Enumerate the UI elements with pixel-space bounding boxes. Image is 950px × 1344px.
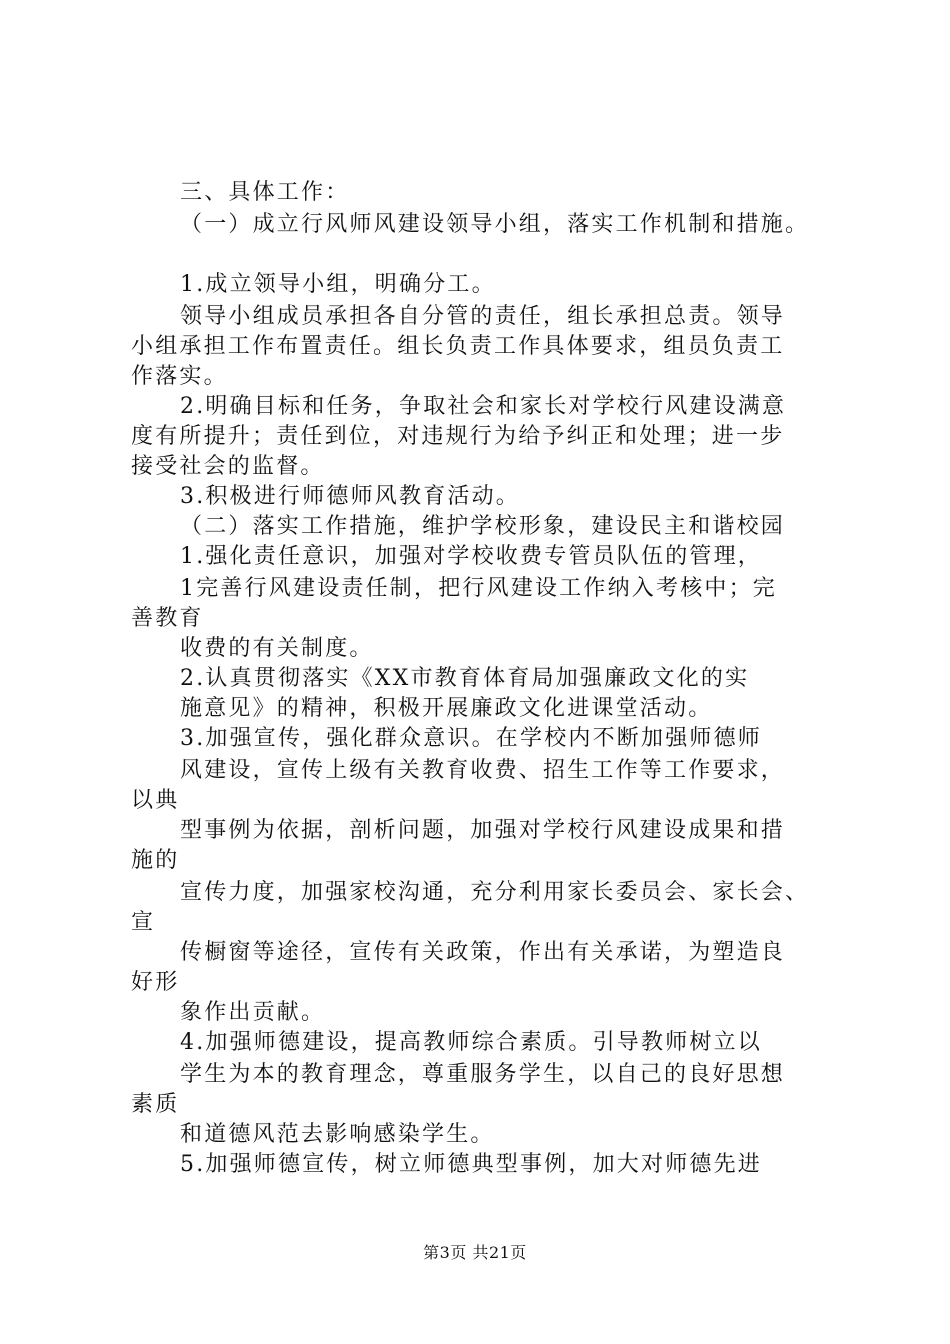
text-line: （二）落实工作措施，维护学校形象，建设民主和谐校园 [180, 514, 786, 539]
text-line: 1.成立领导小组，明确分工。 [180, 272, 496, 297]
text-line: 领导小组成员承担各自分管的责任，组长承担总责。领导 [180, 304, 786, 329]
text-line: 接受社会的监督。 [131, 454, 325, 479]
text-line: 4.加强师德建设，提高教师综合素质。引导教师树立以 [180, 1030, 762, 1055]
text-line: 风建设，宣传上级有关教育收费、招生工作等工作要求， [180, 758, 786, 783]
text-line: 学生为本的教育理念，尊重服务学生，以自己的良好思想 [180, 1062, 786, 1087]
text-line: 1完善行风建设责任制，把行风建设工作纳入考核中；完 [180, 576, 777, 601]
text-line: 度有所提升；责任到位，对违规行为给予纠正和处理；进一步 [131, 424, 785, 449]
text-line: 作落实。 [131, 364, 228, 389]
text-line: 5.加强师德宣传，树立师德典型事例，加大对师德先进 [180, 1152, 762, 1177]
text-line: 象作出贡献。 [180, 1000, 326, 1025]
text-line: 宣传力度，加强家校沟通，充分利用家长委员会、家长会、 [180, 880, 810, 905]
text-line: 善教育 [131, 606, 204, 631]
text-line: 2.认真贯彻落实《XX市教育体育局加强廉政文化的实 [180, 666, 750, 691]
text-line: 宣 [131, 910, 156, 935]
text-line: 好形 [131, 970, 180, 995]
text-line: 小组承担工作布置责任。组长负责工作具体要求，组员负责工 [131, 334, 785, 359]
text-line: 三、具体工作： [180, 180, 350, 205]
text-line: 施意见》的精神，积极开展廉政文化进课堂活动。 [180, 696, 713, 721]
text-line: 3.积极进行师德师风教育活动。 [180, 484, 520, 509]
text-line: 传橱窗等途径，宣传有关政策，作出有关承诺，为塑造良 [180, 940, 786, 965]
text-line: 和道德风范去影响感染学生。 [180, 1122, 495, 1147]
page-number-footer: 第3页 共21页 [423, 1243, 527, 1262]
text-line: 2.明确目标和任务，争取社会和家长对学校行风建设满意 [180, 394, 787, 419]
text-line: （一）成立行风师风建设领导小组，落实工作机制和措施。 [180, 212, 810, 237]
text-line: 型事例为依据，剖析问题，加强对学校行风建设成果和措 [180, 818, 786, 843]
text-line: 1.强化责任意识，加强对学校收费专管员队伍的管理， [180, 544, 762, 569]
text-line: 3.加强宣传，强化群众意识。在学校内不断加强师德师 [180, 726, 762, 751]
text-line: 素质 [131, 1092, 180, 1117]
text-line: 收费的有关制度。 [180, 636, 374, 661]
text-line: 以典 [131, 788, 180, 813]
text-line: 施的 [131, 848, 180, 873]
